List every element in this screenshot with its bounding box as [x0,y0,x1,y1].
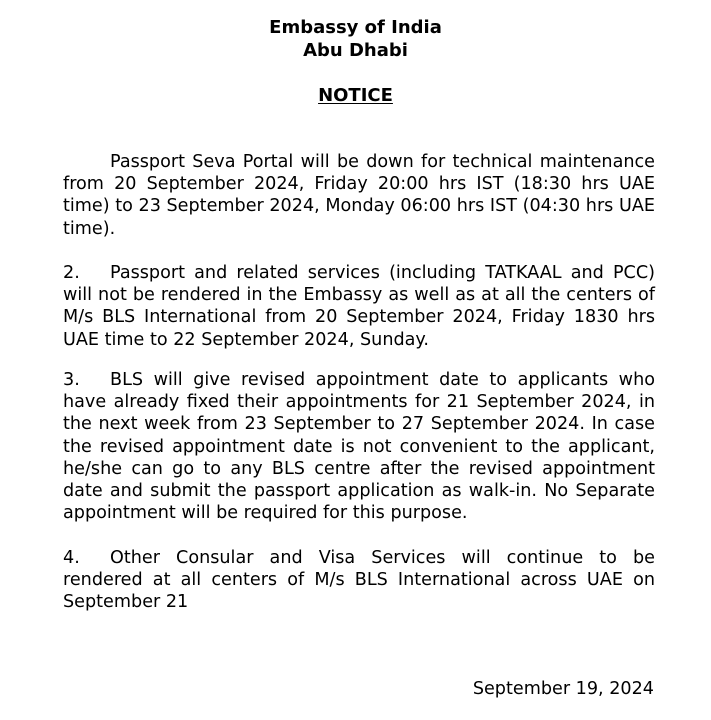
paragraph-3 [63,369,655,524]
notice-title: NOTICE [318,85,393,106]
paragraph-3-text: BLS will give revised appointment date to applicants who have already fixed their appointments for 21 September 2024, in the next week from 23 September to 27 September 2024. In case the revised appointment date is not convenient to the applicant, he/she can go to any BLS centre after the revised appointment date and submit the passport application as walk-in. No Separate appointment will be required for this purpose. [63,370,655,524]
notice-date: September 19, 2024 [472,679,654,699]
paragraph-2 [63,262,655,351]
paragraph-3-number: 3. [63,370,80,390]
paragraph-1-text: Passport Seva Portal will be down for technical maintenance from 20 September 2024, Friday 20:00 hrs IST (18:30 hrs UAE time) to 23 September 2024, Monday 06:00 hrs IST (04:30 hrs UAE time). [63,152,655,239]
paragraph-1 [63,151,655,240]
paragraph-4-number: 4. [63,548,80,568]
paragraph-2-text: Passport and related services (including TATKAAL and PCC) will not be rendered in the Embassy as well as at all the centers of M/s BLS International from 20 September 2024, Friday 1830 hrs UAE time to 22 September 2024, Sunday. [63,263,655,350]
paragraph-4-text: Other Consular and Visa Services will continue to be rendered at all centers of M/s BLS International across UAE on September 21 [63,548,655,613]
embassy-name: Embassy of India [269,17,442,38]
paragraph-4 [63,547,655,614]
embassy-city: Abu Dhabi [303,40,408,61]
paragraph-2-number: 2. [63,263,80,283]
